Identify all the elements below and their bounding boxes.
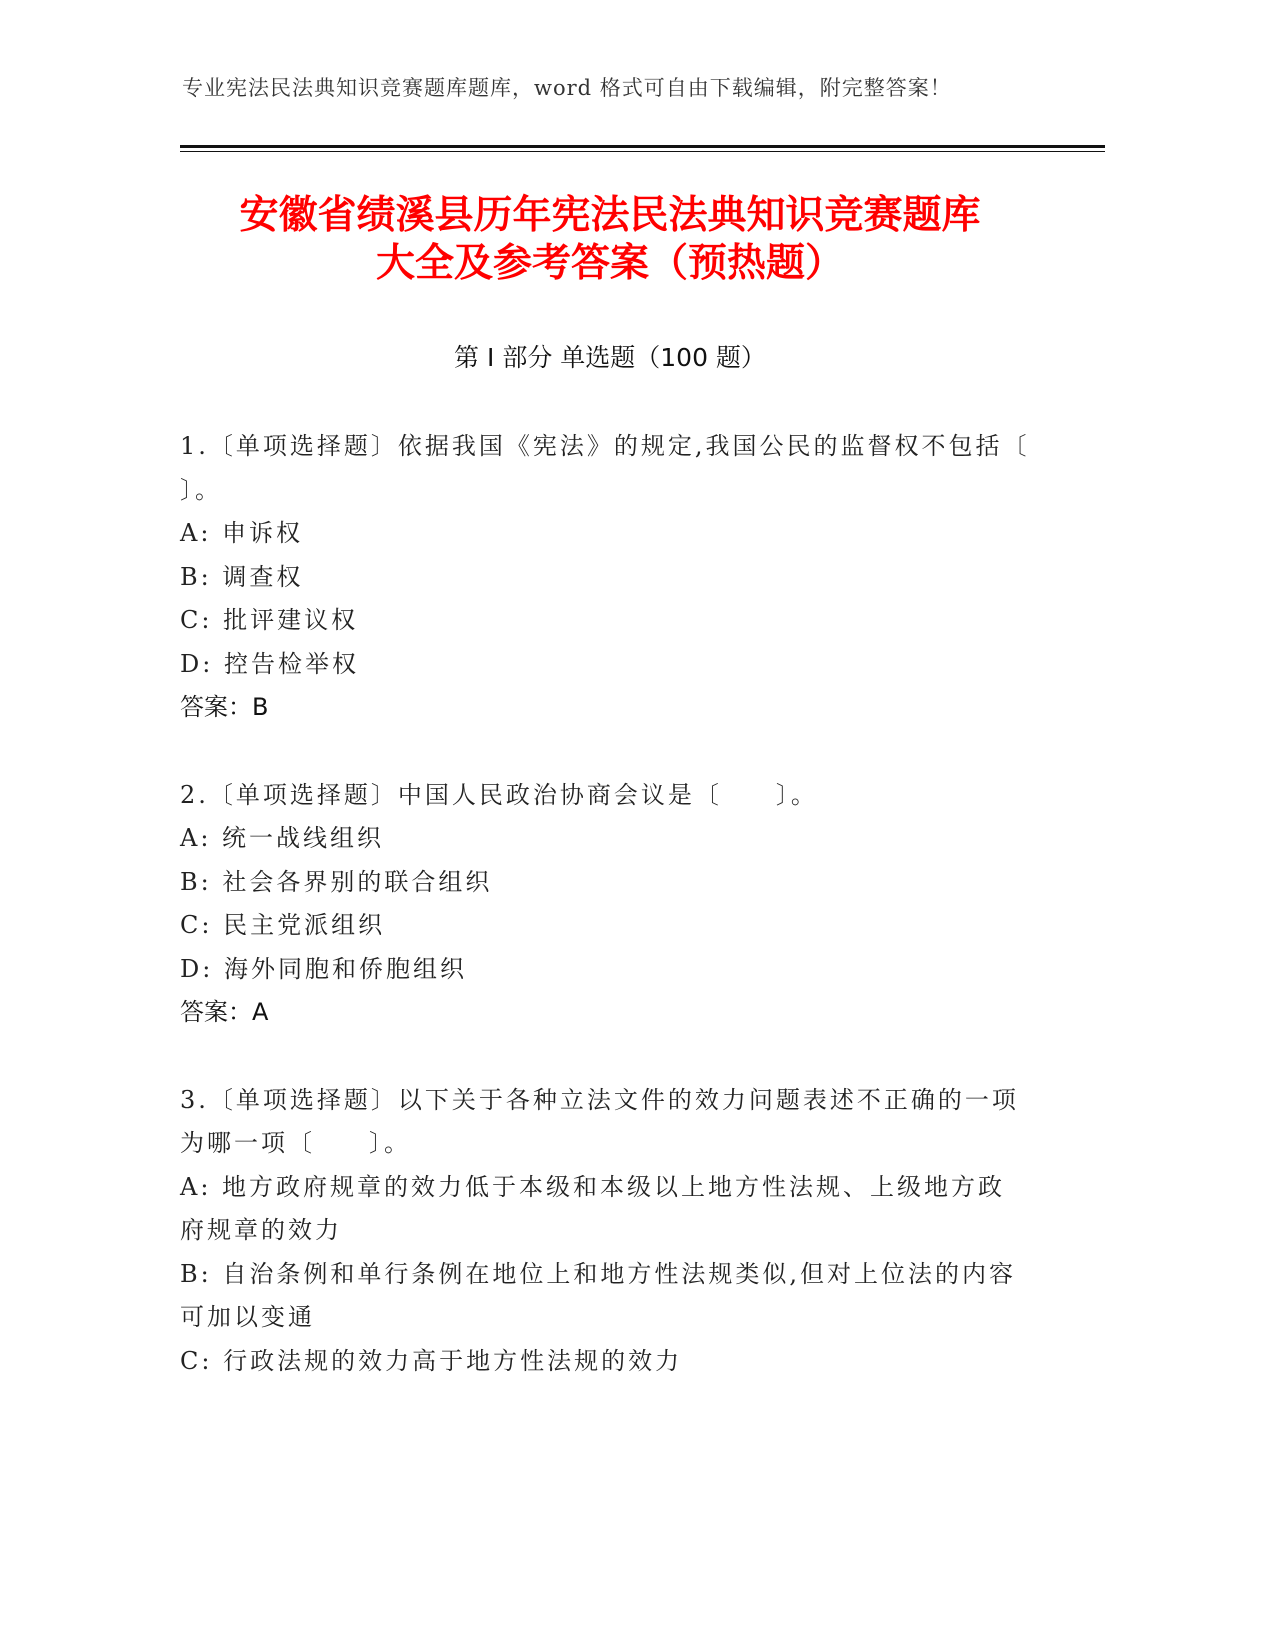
option-c: C: 民主党派组织: [180, 911, 386, 939]
option-d: D: 控告检举权: [180, 649, 359, 678]
question-stem: 2.〔单项选择题〕中国人民政治协商会议是〔 〕。: [180, 780, 818, 809]
question-stem: 3.〔单项选择题〕以下关于各种立法文件的效力问题表述不正确的一项为哪一项〔 〕。: [180, 1085, 1019, 1157]
header-divider-thin: [180, 151, 1105, 152]
question-stem: 1.〔单项选择题〕依据我国《宪法》的规定,我国公民的监督权不包括〔 〕。: [180, 432, 1084, 504]
option-b: B: 社会各界别的联合组织: [180, 867, 493, 896]
document-title: [180, 192, 1040, 288]
question-1: [180, 425, 1084, 730]
option-d: D: 海外同胞和侨胞组织: [180, 954, 467, 983]
header-divider-thick: [180, 145, 1105, 148]
option-c: C: 批评建议权: [180, 606, 359, 634]
answer: 答案：A: [180, 998, 269, 1026]
option-b: B: 调查权: [180, 562, 304, 591]
option-a: A: 统一战线组织: [180, 824, 385, 852]
answer: 答案：B: [180, 693, 269, 721]
section-title: 第 I 部分 单选题（100 题）: [454, 343, 766, 372]
question-list: [180, 425, 1084, 1427]
question-2: [180, 774, 1030, 1035]
question-3: [180, 1079, 1030, 1384]
document-title-line-2: 大全及参考答案（预热题）: [375, 241, 844, 286]
header-note: 专业宪法民法典知识竞赛题库题库，word 格式可自由下载编辑，附完整答案！: [182, 76, 952, 100]
option-b: B: 自治条例和单行条例在地位上和地方性法规类似,但对上位法的内容可加以变通: [180, 1259, 1016, 1331]
document-title-line-1: 安徽省绩溪县历年宪法民法典知识竞赛题库: [239, 193, 981, 238]
option-a: A: 申诉权: [180, 519, 304, 547]
option-c: C: 行政法规的效力高于地方性法规的效力: [180, 1346, 683, 1375]
option-a: A: 地方政府规章的效力低于本级和本级以上地方性法规、上级地方政府规章的效力: [180, 1172, 1006, 1244]
